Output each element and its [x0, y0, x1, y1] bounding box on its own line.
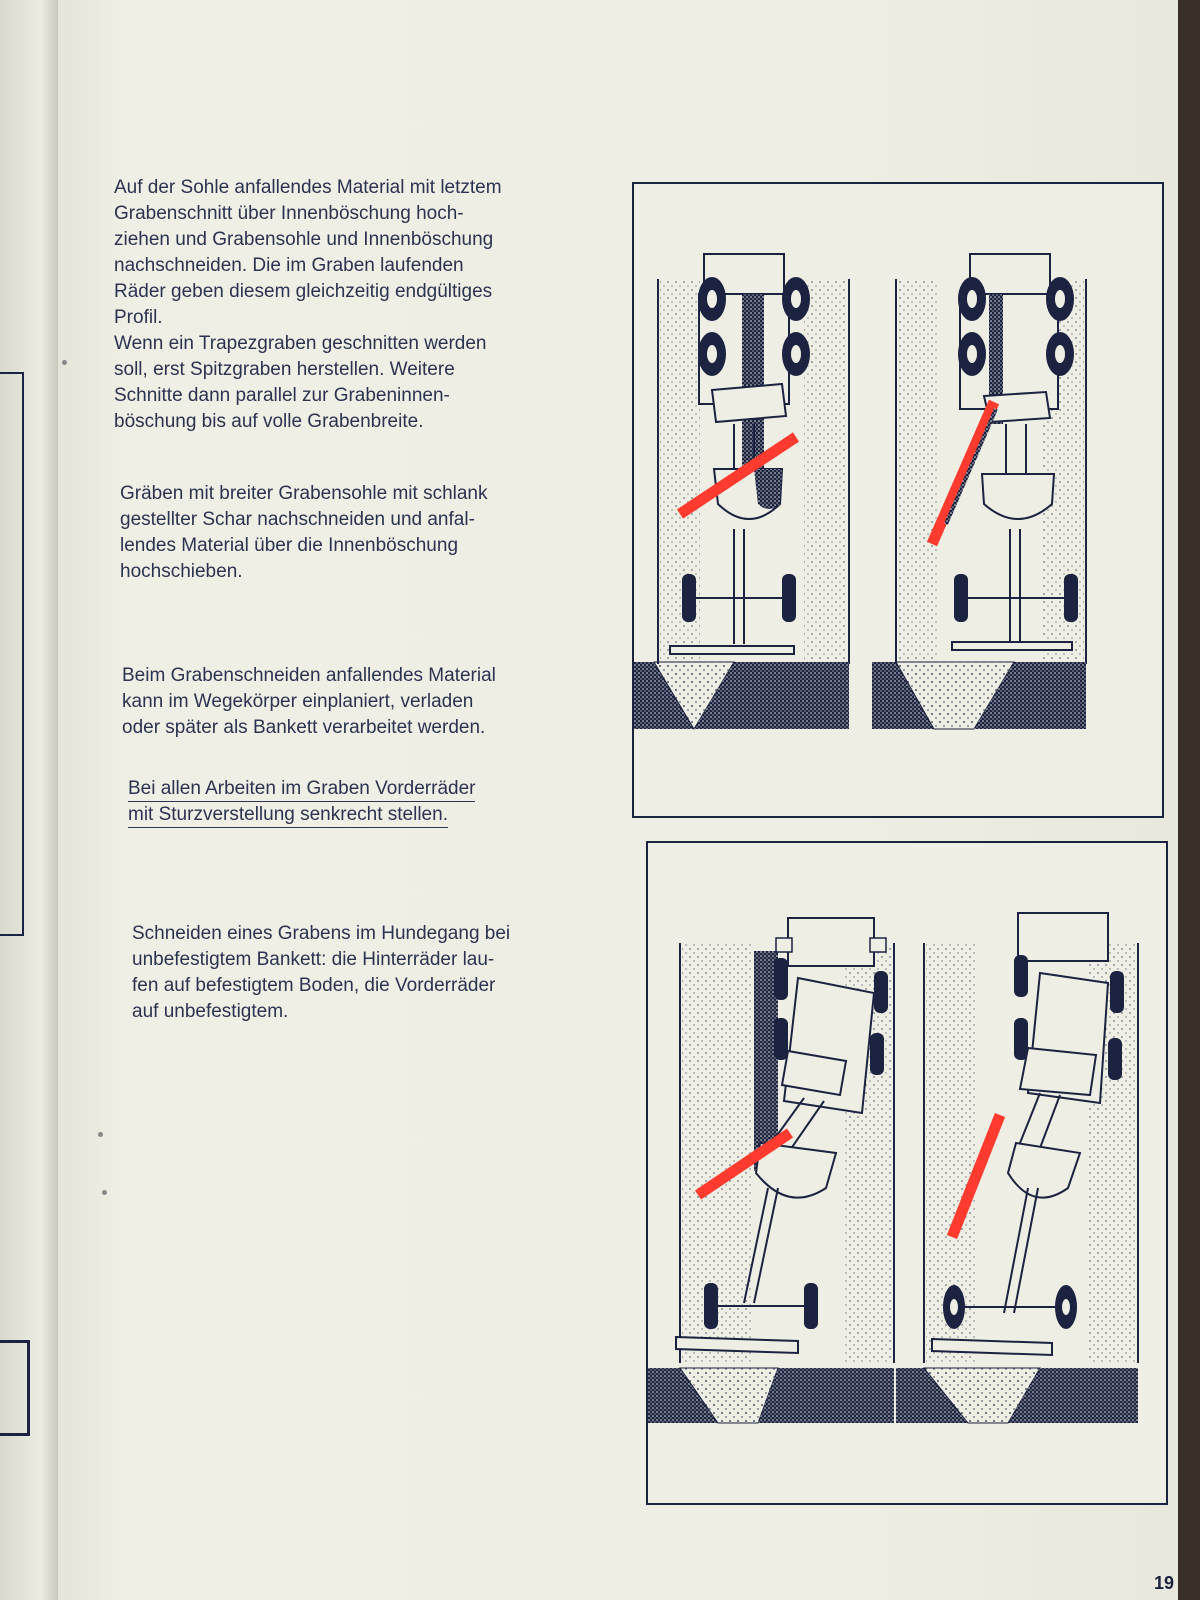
text-line: Schneiden eines Grabens im Hundegang bei: [132, 923, 511, 944]
crab-steer-figure: [646, 841, 1168, 1505]
binding-hole: [102, 1190, 107, 1195]
text-line: unbefestigtem Bankett: die Hinterräder lau-: [132, 949, 495, 970]
text-line: soll, erst Spitzgraben herstellen. Weitere: [114, 359, 455, 380]
text-line: Schnitte dann parallel zur Grabeninnen-: [114, 385, 450, 406]
facing-page-edge: [0, 0, 58, 1600]
text-line: Grabenschnitt über Innenböschung hoch-: [114, 203, 464, 224]
paragraph-material-profile: [114, 175, 634, 435]
text-line: hochschieben.: [120, 561, 243, 582]
text-line: fen auf befestigtem Boden, die Vorderräder: [132, 975, 496, 996]
page-number: 19: [1153, 1573, 1174, 1593]
paragraph-crab-steer: [132, 921, 652, 1025]
text-line: Profil.: [114, 307, 163, 328]
trapezoid-ditch-illustration: [634, 184, 1162, 816]
text-line: Wenn ein Trapezgraben geschnitten werden: [114, 333, 487, 354]
text-line: auf unbefestigtem.: [132, 1001, 289, 1022]
text-line: Auf der Sohle anfallendes Material mit letztem: [114, 177, 502, 198]
text-line: kann im Wegekörper einplaniert, verladen: [122, 691, 474, 712]
paragraph-front-wheels-note: [128, 776, 648, 828]
text-line: oder später als Bankett verarbeitet werden.: [122, 717, 486, 738]
crab-steer-illustration: [648, 843, 1166, 1503]
underlined-text-line: mit Sturzverstellung senkrecht stellen.: [128, 803, 448, 828]
paragraph-wide-ditch: [120, 481, 640, 585]
trapezoid-ditch-figure: [632, 182, 1164, 818]
text-line: ziehen und Grabensohle und Innenböschung: [114, 229, 494, 250]
document-page: [58, 0, 1178, 1600]
text-line: Gräben mit breiter Grabensohle mit schlank: [120, 483, 488, 504]
underlined-text-line: Bei allen Arbeiten im Graben Vorderräder: [128, 777, 475, 802]
binding-hole: [98, 1132, 103, 1137]
facing-page-drawing: [0, 1340, 30, 1436]
facing-page-frame: [0, 372, 24, 936]
text-line: Räder geben diesem gleichzeitig endgültiges: [114, 281, 493, 302]
text-line: nachschneiden. Die im Graben laufenden: [114, 255, 464, 276]
grader-in-ditch-left: [634, 254, 849, 729]
grader-crab-steer-right: [896, 913, 1138, 1423]
text-line: lendes Material über die Innenböschung: [120, 535, 459, 556]
paragraph-material-use: [122, 663, 642, 741]
binding-hole: [62, 360, 67, 365]
grader-crab-steer-left: [648, 918, 894, 1423]
text-line: gestellter Schar nachschneiden und anfal-: [120, 509, 475, 530]
text-line: böschung bis auf volle Grabenbreite.: [114, 411, 424, 432]
grader-in-ditch-right: [872, 254, 1086, 729]
text-line: Beim Grabenschneiden anfallendes Material: [122, 665, 496, 686]
